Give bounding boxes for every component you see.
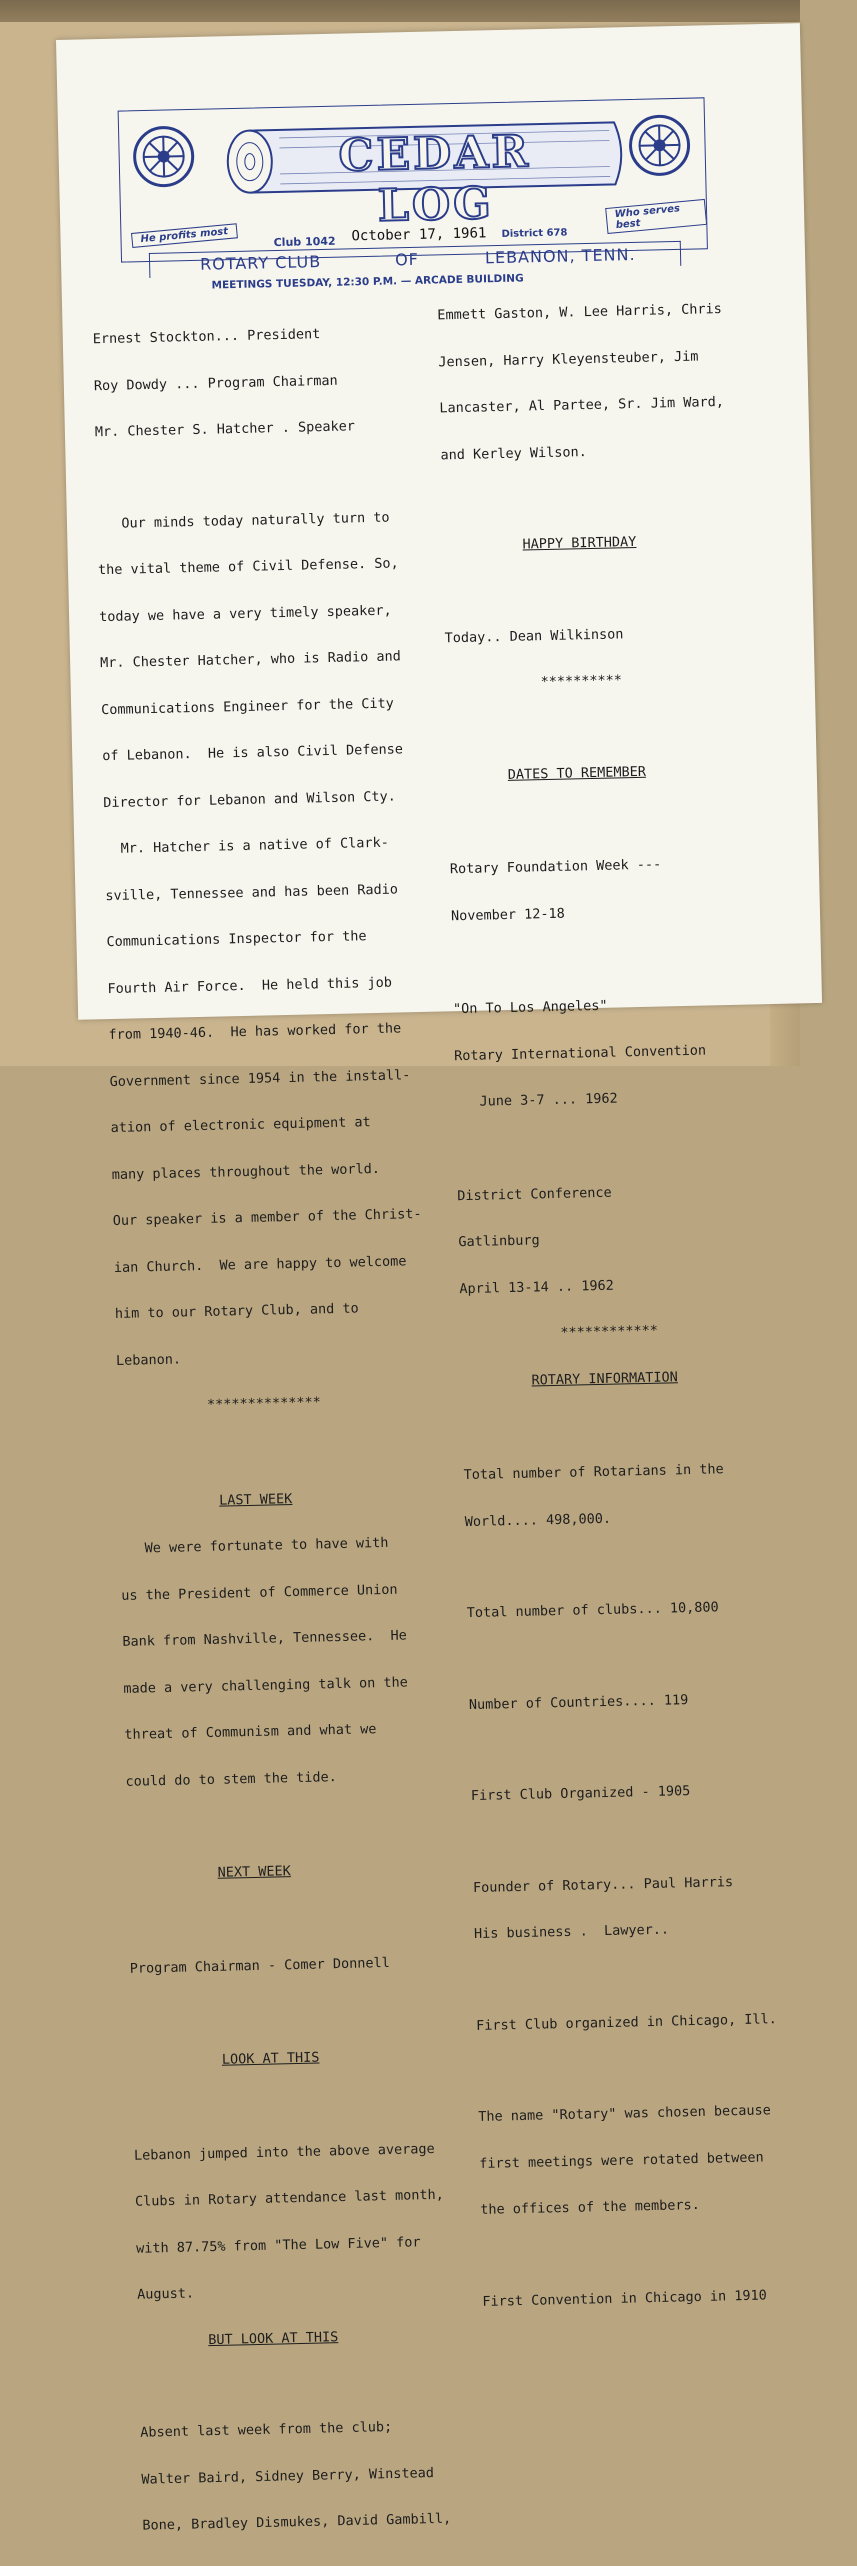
officer-line: Mr. Chester S. Hatcher . Speaker [94,418,356,441]
intro-line: Communications Inspector for the [106,928,367,951]
convention-line: Rotary International Convention [453,1042,707,1064]
conference-line: April 13-14 .. 1962 [459,1277,615,1297]
look-line: Lebanon jumped into the above average [133,2140,435,2164]
spacer [441,486,801,508]
absent-line: Walter Baird, Sidney Berry, Winstead [141,2464,435,2488]
intro-line: Our speaker is a member of the Christ- [112,1206,422,1230]
last-week-line: Bank from Nashville, Tennessee. He [122,1627,407,1650]
club-number: Club 1042 [273,234,336,250]
spacer [456,1134,816,1158]
fact-line: Total number of Rotarians in the [463,1461,724,1484]
officer-line: Ernest Stockton... President [92,326,321,348]
spacer [468,1644,828,1666]
spacer [447,716,807,738]
fact-line: Number of Countries.... 119 [468,1691,689,1713]
conference-stars: ************ [560,1322,659,1341]
convention-line: June 3-7 ... 1962 [455,1090,618,1111]
intro-line: ation of electronic equipment at [110,1114,371,1137]
intro-line: Mr. Chester Hatcher, who is Radio and [99,648,401,672]
absent-cont-line: Lancaster, Al Partee, Sr. Jim Ward, [439,393,725,417]
intro-line: Government since 1954 in the install- [109,1066,411,1090]
intro-line: ian Church. We are happy to welcome [113,1252,407,1276]
masthead-title: CEDAR LOG [337,126,532,232]
spacer [481,2241,841,2263]
newsletter-page [56,23,822,2534]
absent-cont-line: Jensen, Harry Kleyensteuber, Jim [438,348,699,370]
club-city: LEBANON, TENN. [484,244,636,268]
fact-line: first meetings were rotated between [479,2148,764,2172]
last-week-line: We were fortunate to have with [120,1534,389,1557]
masthead [118,97,708,262]
last-week-heading: LAST WEEK [218,1490,293,1509]
absent-cont-line: and Kerley Wilson. [440,443,587,463]
conference-line: Gatlinburg [458,1232,540,1251]
absent-line: Absent last week from the club; [140,2418,393,2441]
fact-line: First Convention in Chicago in 1910 [482,2286,768,2310]
spacer [131,2000,481,2024]
right-column [436,269,843,2341]
spacer [139,2373,489,2395]
conference-line: District Conference [457,1184,612,1204]
fact-line: His business . Lawyer.. [473,1921,670,1943]
last-week-line: threat of Communism and what we [124,1721,377,1743]
intro-line: Lebanon. [115,1351,182,1369]
intro-line: sville, Tennessee and has been Radio [105,880,399,904]
fact-line: the offices of the members. [480,2196,700,2218]
spacer [462,1413,822,1437]
divider-stars: ************** [206,1394,321,1413]
fact-line: The name "Rotary" was chosen because [478,2102,771,2125]
officer-line: Roy Dowdy ... Program Chairman [93,372,338,394]
left-column [92,293,493,2565]
spacer [449,807,809,831]
fact-line: Total number of clubs... 10,800 [466,1599,719,1622]
rotary-emblem-right-icon [627,113,692,178]
club-of: OF [394,249,420,270]
issue-date: October 17, 1961 [351,225,487,245]
spacer [475,1965,835,1987]
last-week-line: made a very challenging talk on the [123,1673,409,1697]
fact-line: World.... 498,000. [464,1510,612,1530]
absent-line: Bone, Bradley Dismukes, David Gambill, [142,2510,452,2534]
intro-line: many places throughout the world. [111,1160,381,1183]
intro-line: from 1940-46. He has worked for the [108,1020,402,1044]
next-week-text: Program Chairman - Comer Donnell [129,1954,390,1977]
dates-heading: DATES TO REMEMBER [507,763,647,783]
spacer [477,2057,837,2079]
club-name: ROTARY CLUB [199,252,322,274]
intro-line: Communications Engineer for the City [101,695,394,718]
spacer [96,464,446,486]
spacer [129,1906,479,1930]
fact-line: First Club Organized - 1905 [470,1783,691,1805]
fact-line: First Club organized in Chicago, Ill. [475,2010,777,2034]
spacer [126,1813,476,1837]
intro-line: the vital theme of Civil Defense. So, [97,555,399,579]
rotary-info-heading: ROTARY INFORMATION [531,1368,678,1389]
spacer [118,1439,468,1465]
but-look-heading: BUT LOOK AT THIS [208,2328,339,2348]
intro-line: Our minds today naturally turn to [96,509,390,532]
slogan-right: Who serves best [605,199,707,234]
intro-line: him to our Rotary Club, and to [114,1300,359,1322]
look-line: Clubs in Rotary attendance last month, [134,2186,445,2210]
slogan-left: He profits most [131,223,238,248]
spacer [133,2093,483,2117]
district-number: District 678 [501,227,568,240]
convention-line: "On To Los Angeles" [452,997,608,1018]
next-week-heading: NEXT WEEK [217,1863,291,1881]
rotary-emblem-left-icon [131,124,196,189]
birthday-text: Today.. Dean Wilkinson [444,625,624,646]
absent-cont-line: Emmett Gaston, W. Lee Harris, Chris [437,300,722,324]
spacer [472,1827,832,1849]
fact-line: Founder of Rotary... Paul Harris [472,1873,734,1896]
birthday-stars: ********** [540,672,623,691]
spacer [443,578,803,600]
spacer [452,947,812,971]
look-line: with 87.75% from "The Low Five" for [135,2233,421,2257]
intro-line: Director for Lebanon and Wilson Cty. [103,787,397,811]
foundation-line: November 12-18 [450,905,565,924]
meetings-line: MEETINGS TUESDAY, 12:30 P.M. — ARCADE BUILDING [211,272,524,292]
birthday-heading: HAPPY BIRTHDAY [522,533,637,553]
intro-line: Fourth Air Force. He held this job [107,974,393,997]
look-line: August. [136,2285,195,2303]
foundation-line: Rotary Foundation Week --- [449,856,662,878]
intro-line: Mr. Hatcher is a native of Clark- [104,834,389,858]
last-week-line: us the President of Commerce Union [121,1581,398,1604]
spacer [466,1553,826,1575]
intro-line: today we have a very timely speaker, [98,602,392,625]
intro-line: of Lebanon. He is also Civil Defense [102,741,404,765]
spacer [470,1736,830,1758]
last-week-line: could do to stem the tide. [125,1768,337,1790]
look-at-this-heading: LOOK AT THIS [221,2049,320,2068]
